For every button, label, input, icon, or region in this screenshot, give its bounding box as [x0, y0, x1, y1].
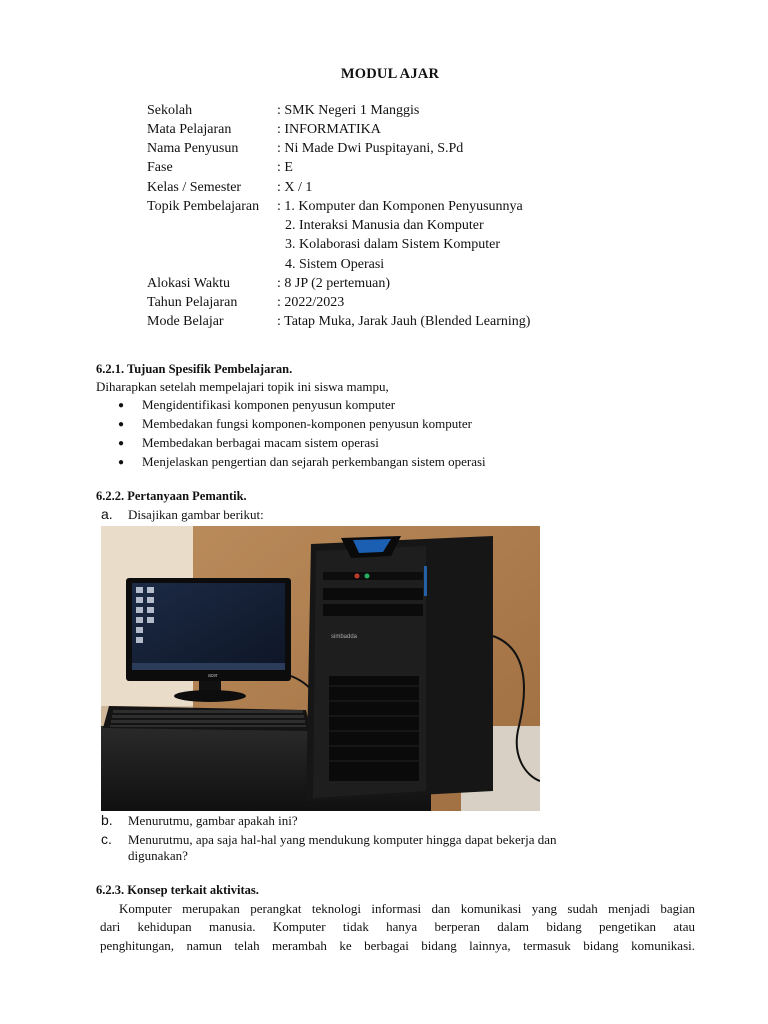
paragraph-line: Komputer merupakan perangkat teknologi informasi dan komunikasi yang sudah menjadi bagian: [119, 901, 695, 916]
topic-item: 3. Kolaborasi dalam Sistem Komputer: [285, 237, 501, 252]
list-marker: c.: [101, 831, 112, 847]
paragraph-line: dari kehidupan manusia. Komputer tidak hanya berperan dalam bidang pengetikan atau: [100, 919, 695, 934]
bullet-icon: ●: [118, 419, 125, 430]
list-item: [118, 454, 486, 470]
identity-value: : Ni Made Dwi Puspitayani, S.Pd: [277, 141, 464, 156]
list-item-text: Membedakan fungsi komponen-komponen penyusun komputer: [142, 416, 472, 431]
question-b: [101, 812, 298, 829]
identity-value: : INFORMATIKA: [277, 122, 381, 137]
list-item: [118, 416, 472, 432]
list-marker: b.: [101, 812, 113, 828]
bullet-icon: ●: [118, 457, 125, 468]
keyboard: [103, 706, 311, 731]
identity-label: Mata Pelajaran: [147, 122, 232, 137]
identity-value: : 8 JP (2 pertemuan): [277, 276, 391, 291]
identity-label: Fase: [147, 160, 173, 175]
computer-photo: [101, 526, 540, 811]
monitor-brand-label: acer: [208, 673, 218, 679]
question-c-continued: digunakan?: [128, 848, 188, 863]
identity-value: : 2022/2023: [277, 295, 345, 310]
identity-label: Tahun Pelajaran: [147, 295, 238, 310]
document-title: MODUL AJAR: [340, 66, 440, 82]
section-intro: Diharapkan setelah mempelajari topik ini siswa mampu,: [96, 379, 389, 394]
section-heading-questions: 6.2.2. Pertanyaan Pemantik.: [96, 489, 247, 503]
identity-value: : SMK Negeri 1 Manggis: [277, 103, 420, 118]
identity-label: Nama Penyusun: [147, 141, 239, 156]
identity-value: : E: [277, 160, 293, 175]
identity-value: : 1. Komputer dan Komponen Penyusunnya: [277, 199, 523, 214]
list-item-text: Membedakan berbagai macam sistem operasi: [142, 435, 379, 450]
case-brand-label: simbadda: [331, 634, 358, 640]
question-text: Menurutmu, apa saja hal-hal yang mendukung komputer hingga dapat bekerja dan: [128, 832, 557, 847]
question-text: Disajikan gambar berikut:: [128, 507, 264, 522]
identity-label: Topik Pembelajaran: [147, 199, 260, 214]
list-item-text: Mengidentifikasi komponen penyusun komputer: [142, 397, 396, 412]
list-item: [118, 397, 395, 413]
question-a: [101, 506, 264, 523]
list-item: [118, 435, 379, 451]
bullet-icon: ●: [118, 400, 125, 411]
topic-item: 2. Interaksi Manusia dan Komputer: [285, 218, 484, 233]
identity-label: Kelas / Semester: [147, 180, 242, 195]
section-heading-concepts: 6.2.3. Konsep terkait aktivitas.: [96, 883, 259, 897]
question-text: Menurutmu, gambar apakah ini?: [128, 813, 298, 828]
identity-value: : Tatap Muka, Jarak Jauh (Blended Learning): [277, 314, 531, 329]
paragraph-line: penghitungan, namun telah merambah ke berbagai bidang lainnya, termasuk bidang komunikasi.: [100, 938, 695, 953]
bullet-icon: ●: [118, 438, 125, 449]
identity-label: Mode Belajar: [147, 314, 224, 329]
list-marker: a.: [101, 506, 113, 522]
identity-label: Alokasi Waktu: [147, 276, 230, 291]
identity-value: : X / 1: [277, 180, 313, 195]
identity-label: Sekolah: [147, 103, 193, 118]
topic-item: 4. Sistem Operasi: [285, 257, 385, 272]
section-heading-objectives: 6.2.1. Tujuan Spesifik Pembelajaran.: [96, 362, 293, 376]
question-c: [101, 831, 557, 848]
list-item-text: Menjelaskan pengertian dan sejarah perkembangan sistem operasi: [142, 454, 486, 469]
